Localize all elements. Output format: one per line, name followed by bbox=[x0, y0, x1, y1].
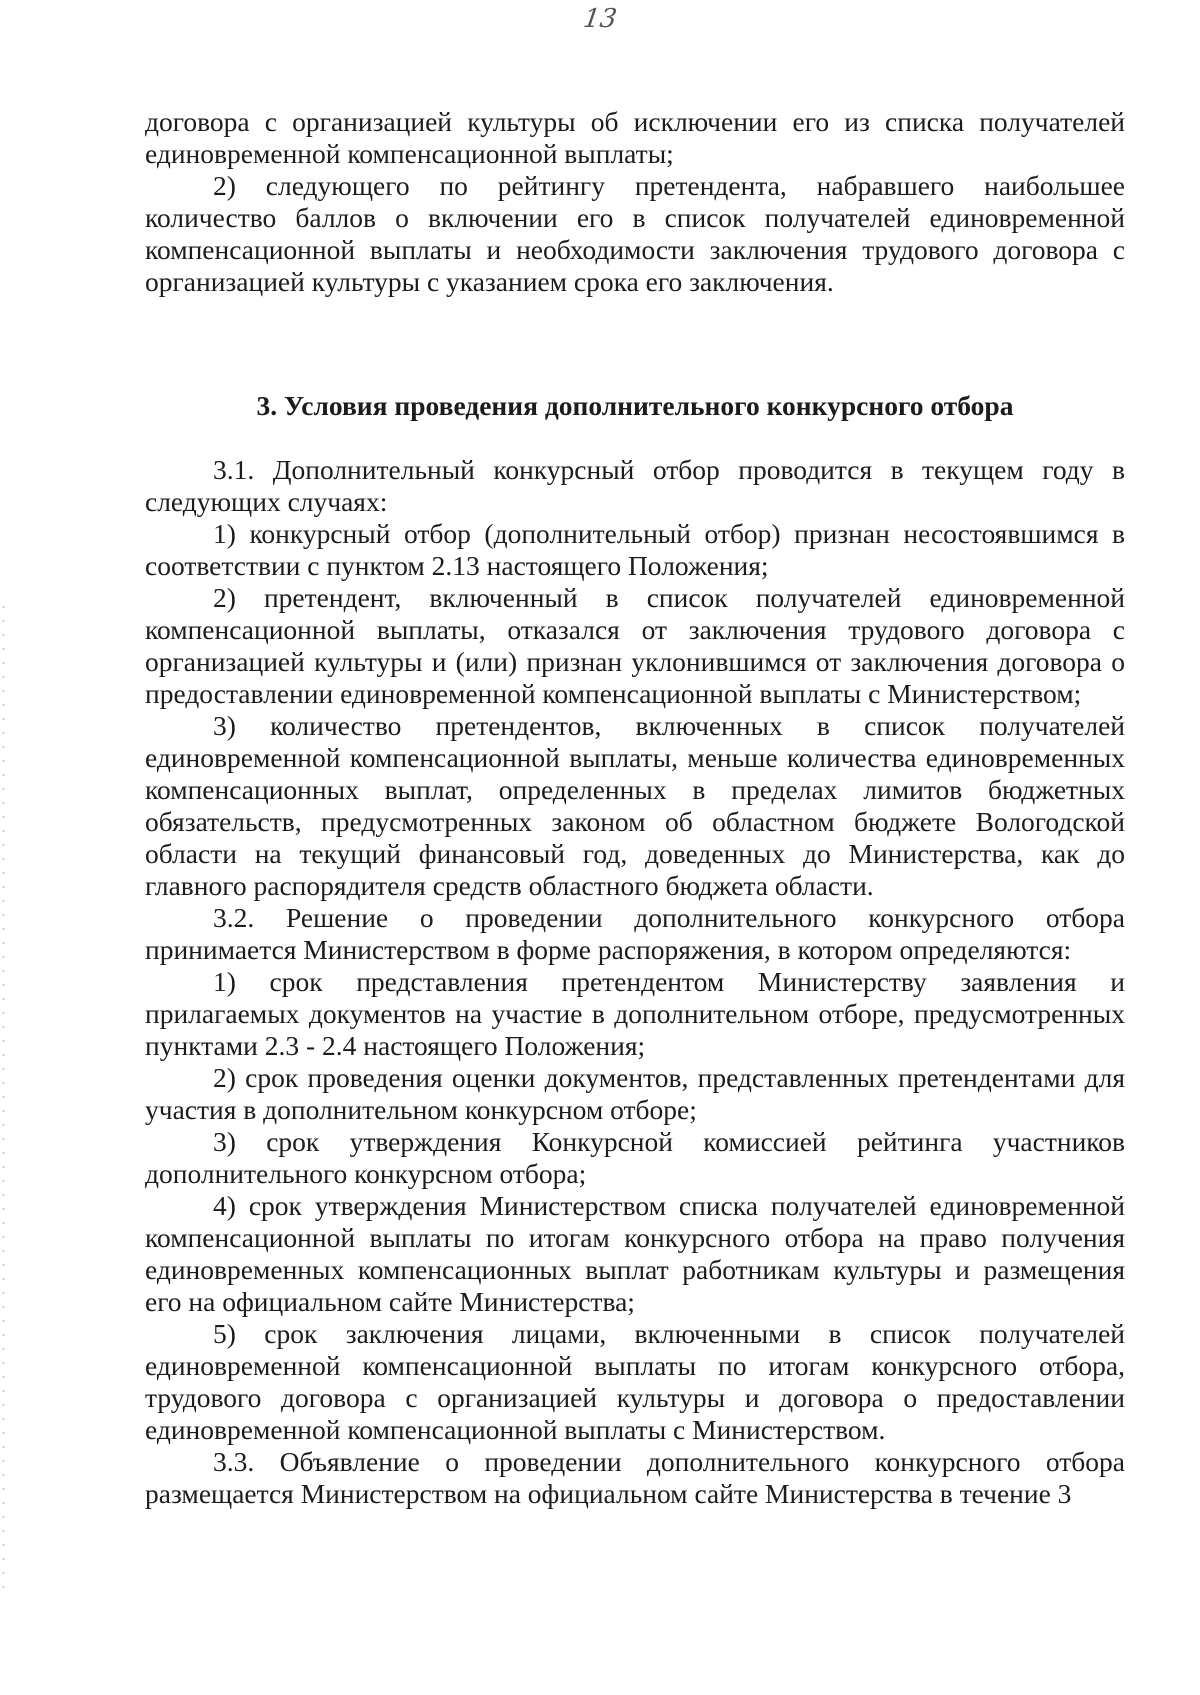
page-number: 13 bbox=[581, 4, 619, 34]
clause-3-3: 3.3. Объявление о проведении дополнительного конкурсного отбора размещается Министерством на официальном сайте Министерства в течение 3 bbox=[145, 1446, 1125, 1509]
clause-3-2: 3.2. Решение о проведении дополнительного конкурсного отбора принимается Министерством в форме распоряжения, в котором определяются: bbox=[145, 902, 1125, 965]
paragraph-continuation: договора с организацией культуры об исключении его из списка получателей единовременной компенсационной выплаты; bbox=[145, 106, 1125, 169]
clause-3-1-item-3: 3) количество претендентов, включенных в список получателей единовременной компенсационной выплаты, меньше количества единовременных компенсационных выплат, определенных в пределах лимитов бюджетных обязательств, предусмотренных законом об областном бюджете Вологодской области на текущий финансовый год, доведенных до Министерства, как до главного распорядителя средств областного бюджета области. bbox=[145, 710, 1125, 901]
section-heading: 3. Условия проведения дополнительного конкурсного отбора bbox=[256, 390, 1014, 421]
clause-3-2-item-3: 3) срок утверждения Конкурсной комиссией рейтинга участников дополнительного конкурсном отбора; bbox=[145, 1126, 1125, 1189]
clause-3-1-item-2: 2) претендент, включенный в список получателей единовременной компенсационной выплаты, отказался от заключения трудового договора с организацией культуры и (или) признан уклонившимся от заключения договора о предоставлении единовременной компенсационной выплаты с Министерством; bbox=[145, 582, 1125, 709]
clause-3-1-item-1: 1) конкурсный отбор (дополнительный отбор) признан несостоявшимся в соответствии с пунктом 2.13 настоящего Положения; bbox=[145, 518, 1125, 581]
list-item-2-top: 2) следующего по рейтингу претендента, набравшего наибольшее количество баллов о включении его в список получателей единовременной компенсационной выплаты и необходимости заключения трудового договора с организацией культуры с указанием срока его заключения. bbox=[145, 170, 1125, 297]
clause-3-2-item-4: 4) срок утверждения Министерством списка получателей единовременной компенсационной выплаты по итогам конкурсного отбора на право получения единовременных компенсационных выплат работникам культуры и размещения его на официальном сайте Министерства; bbox=[145, 1190, 1125, 1317]
document-body bbox=[145, 106, 1125, 1510]
clause-3-2-item-2: 2) срок проведения оценки документов, представленных претендентами для участия в дополнительном конкурсном отборе; bbox=[145, 1062, 1125, 1125]
clause-3-2-item-5: 5) срок заключения лицами, включенными в список получателей единовременной компенсационной выплаты по итогам конкурсного отбора, трудового договора с организацией культуры и договора о предоставлении единовременной компенсационной выплаты с Министерством. bbox=[145, 1318, 1125, 1445]
scan-margin-marks bbox=[2, 600, 5, 1600]
clause-3-2-item-1: 1) срок представления претендентом Министерству заявления и прилагаемых документов на участие в дополнительном отборе, предусмотренных пунктами 2.3 - 2.4 настоящего Положения; bbox=[145, 966, 1125, 1061]
clause-3-1: 3.1. Дополнительный конкурсный отбор проводится в текущем году в следующих случаях: bbox=[145, 454, 1125, 517]
